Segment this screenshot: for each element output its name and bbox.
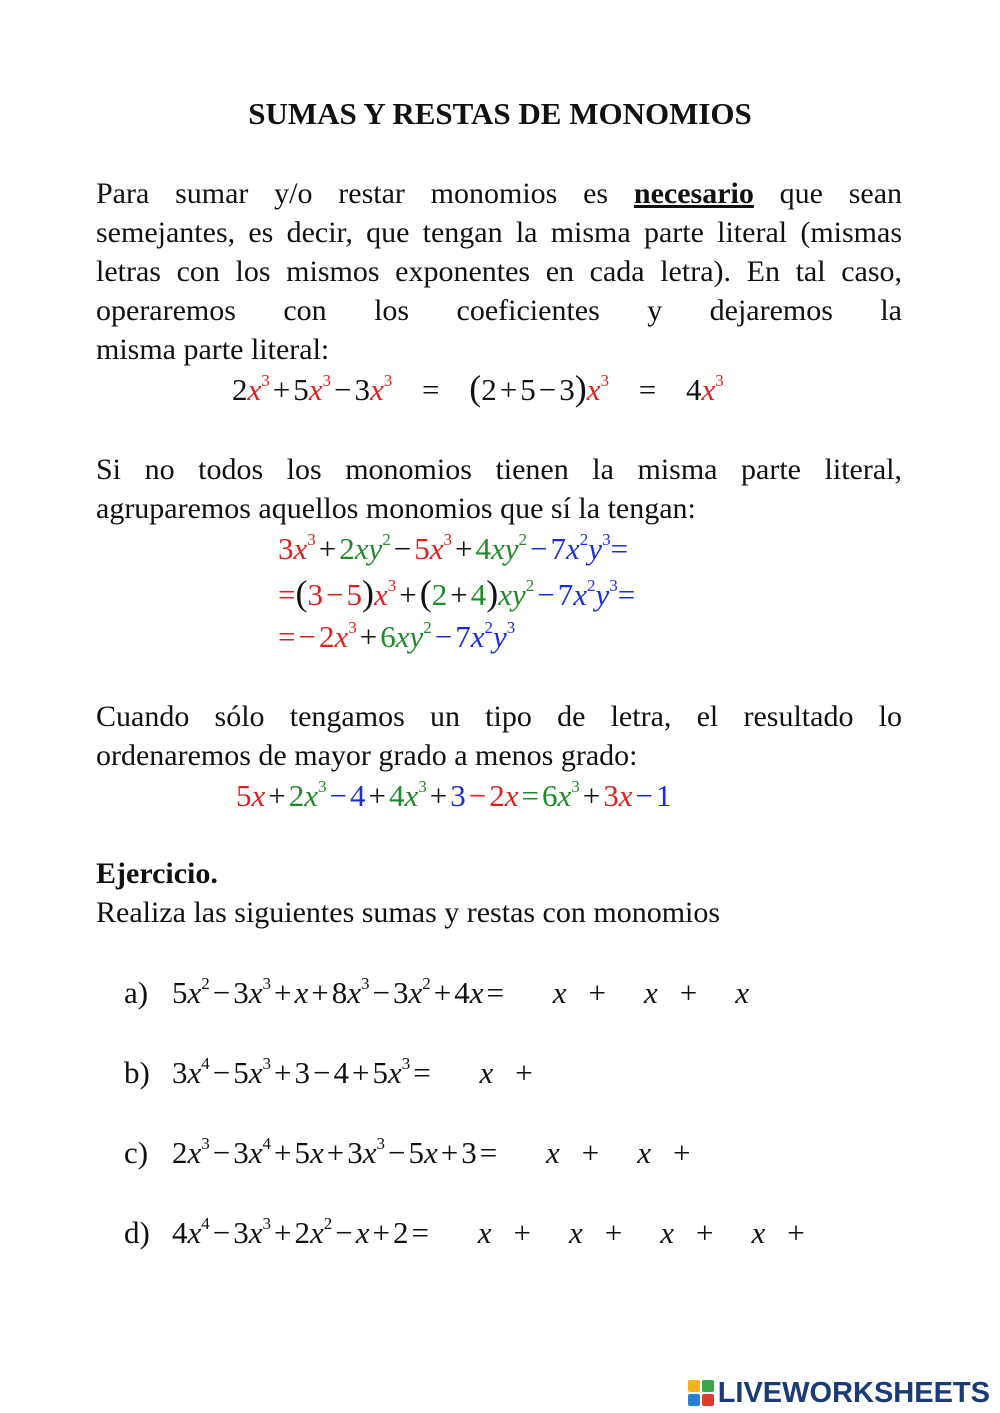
exercise-instruction: Realiza las siguientes sumas y restas con monomios	[96, 896, 721, 929]
intro-text-before: Para sumar y/o restar monomios es	[96, 177, 609, 210]
example-equation-2-line-3: $=-2x^3+6xy^2-7x^2y^3$	[278, 618, 516, 654]
example-equation-3: $5x+2x^3-4+4x^3+3-2x=6x^3+3x-1$	[236, 777, 672, 813]
exercise-label-b: b)	[124, 1055, 150, 1090]
paragraph-3-last: ordenaremos de mayor grado a menos grado:	[96, 739, 638, 772]
liveworksheets-logo[interactable]	[688, 1376, 990, 1410]
liveworksheets-logo-icon	[688, 1380, 714, 1406]
intro-text-after: que sean semejantes, es decir, que tengan la misma parte literal (mismas letras con los mismos exponentes en cada letra). En tal caso, operaremos con los coeficientes y dejaremos la	[96, 177, 903, 327]
exercise-label-c: c)	[124, 1135, 149, 1170]
liveworksheets-brand-name: LIVEWORKSHEETS	[717, 1376, 990, 1409]
paragraph-3: Cuando sólo tengamos un tipo de letra, el resultado lo	[96, 700, 902, 733]
exercise-item-a: a) $5x^2-3x^3+x+8x^3-3x^2+4x= x + x + x$	[124, 973, 749, 1013]
page-title: SUMAS Y RESTAS DE MONOMIOS	[248, 96, 752, 131]
exercise-item-d: d) $4x^4-3x^3+2x^2-x+2= x + x + x + x$ +	[124, 1213, 805, 1253]
exercise-item-c: c) $2x^3-3x^4+5x+3x^3-5x+3= x + x$ +	[124, 1133, 728, 1173]
intro-keyword: necesario	[633, 177, 754, 210]
paragraph-2: Si no todos los monomios tienen la misma parte literal,	[96, 453, 902, 486]
exercise-heading: Ejercicio.	[96, 857, 218, 890]
exercise-label-d: d)	[124, 1215, 150, 1250]
example-equation-2-line-2: $=(3-5)x^3+(2+4)xy^2-7x^2y^3=$	[278, 573, 636, 613]
example-equation-1: $2x^3+5x^3-3x^3 = (2+5-3)x^3 = 4x^3$	[232, 368, 724, 408]
exercise-label-a: a)	[124, 975, 149, 1010]
intro-last-line: misma parte literal:	[96, 333, 330, 366]
example-equation-2-line-1: $3x^3+2xy^2-5x^3+4xy^2-7x^2y^3=$	[278, 530, 629, 566]
paragraph-2-last: agruparemos aquellos monomios que sí la tengan:	[96, 492, 696, 525]
exercise-item-b: b) $3x^4-5x^3+3-4+5x^3= x$ +	[124, 1053, 571, 1093]
